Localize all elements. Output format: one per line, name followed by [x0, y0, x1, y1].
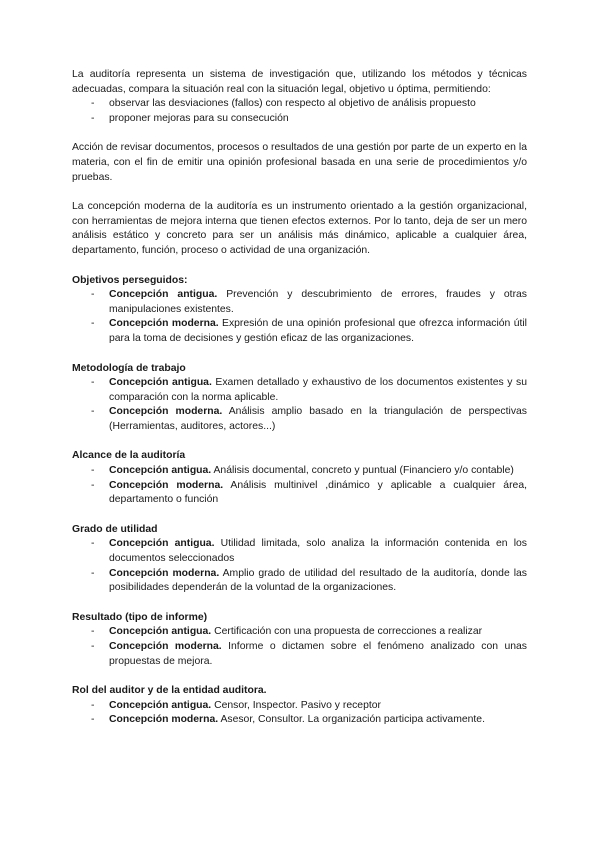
item-label: Concepción moderna.	[109, 318, 219, 330]
item-label: Concepción moderna.	[109, 567, 220, 579]
item-label: Concepción moderna.	[109, 406, 223, 418]
list-item	[72, 479, 527, 508]
list-item	[72, 405, 527, 434]
list-item	[72, 288, 527, 317]
section-heading-objetivos: Objetivos perseguidos:	[72, 274, 188, 286]
section-list-resultado	[72, 625, 527, 669]
item-label: Concepción moderna.	[109, 641, 222, 652]
item-text: Análisis multinivel ,dinámico y aplicable a cualquier área, departamento o función	[109, 479, 527, 506]
list-item: - observar las desviaciones (fallos) con respecto al objetivo de análisis propuesto	[72, 97, 527, 112]
section-list-alcance	[72, 464, 527, 508]
item-label: Concepción antigua.	[109, 377, 212, 389]
list-item	[72, 537, 527, 566]
section-list-utilidad	[72, 537, 527, 595]
item-text: Certificación con una propuesta de correcciones a realizar	[211, 626, 483, 638]
list-item: - proponer mejoras para su consecución	[72, 112, 527, 127]
intro-list	[72, 97, 527, 126]
section-list-objetivos	[72, 288, 527, 346]
item-text: Expresión de una opinión profesional que ofrezca información útil para la toma de decisiones y gestión eficaz de las organizaciones.	[109, 318, 527, 344]
modern-concept-paragraph: La concepción moderna de la auditoría es un instrumento orientado a la gestión organizacional, con herramientas de mejora interna que tienen efectos externos. Por lo tanto, deja de ser un mero análisis estático y concreto para ser un análisis más dinámico, aplicable a cualquier área, departamento, función, proceso o actividad de una organización.	[72, 201, 527, 256]
list-item	[72, 625, 527, 640]
item-label: Concepción antigua.	[109, 465, 212, 477]
list-item	[72, 699, 527, 714]
item-label: Concepción antigua.	[109, 289, 218, 301]
item-text: Utilidad limitada, solo analiza la información contenida en los documentos seleccionados	[109, 538, 527, 565]
item-text: Examen detallado y exhaustivo de los documentos existentes y su comparación con la norma aplicable.	[109, 377, 527, 403]
section-heading-metodologia: Metodología de trabajo	[72, 362, 186, 374]
item-label: Concepción moderna.	[109, 714, 219, 726]
section-list-metodologia	[72, 376, 527, 434]
definition-paragraph: Acción de revisar documentos, procesos o resultados de una gestión por parte de un experto en la materia, con el fin de emitir una opinión profesional basada en una serie de procedimientos y/o pruebas.	[72, 142, 527, 183]
list-item	[72, 567, 527, 596]
item-text: Análisis amplio basado en la triangulación de perspectivas (Herramientas, auditores, actores...)	[109, 406, 527, 432]
section-heading-utilidad: Grado de utilidad	[72, 523, 158, 535]
section-heading-rol: Rol del auditor y de la entidad auditora.	[72, 685, 267, 697]
section-list-rol	[72, 699, 527, 728]
item-text: Análisis documental, concreto y puntual (Financiero y/o contable)	[211, 465, 514, 477]
item-label: Concepción antigua.	[109, 699, 212, 711]
item-text: Censor, Inspector. Pasivo y receptor	[211, 699, 381, 711]
list-item	[72, 376, 527, 405]
section-heading-resultado: Resultado (tipo de informe)	[72, 611, 208, 623]
section-heading-alcance: Alcance de la auditoría	[72, 450, 186, 462]
item-label: Concepción moderna.	[109, 479, 224, 491]
item-text: Amplio grado de utilidad del resultado de la auditoría, donde las posibilidades dependerán de la voluntad de la organizaciones.	[109, 567, 527, 594]
item-text: Informe o dictamen sobre el fenómeno analizado con unas propuestas de mejora.	[109, 641, 527, 667]
intro-paragraph: La auditoría representa un sistema de investigación que, utilizando los métodos y técnicas adecuadas, compara la situación real con la situación legal, objetivo u óptima, permitiendo:	[72, 69, 527, 95]
item-text: Prevención y descubrimiento de errores, fraudes y otras manipulaciones existentes.	[109, 289, 528, 315]
list-item	[72, 317, 527, 346]
item-label: Concepción antigua.	[109, 626, 212, 638]
item-text: Asesor, Consultor. La organización participa activamente.	[218, 714, 485, 726]
list-item	[72, 464, 527, 479]
document-page	[72, 68, 527, 728]
list-item	[72, 640, 527, 669]
list-item	[72, 713, 527, 728]
item-label: Concepción antigua.	[109, 538, 215, 550]
